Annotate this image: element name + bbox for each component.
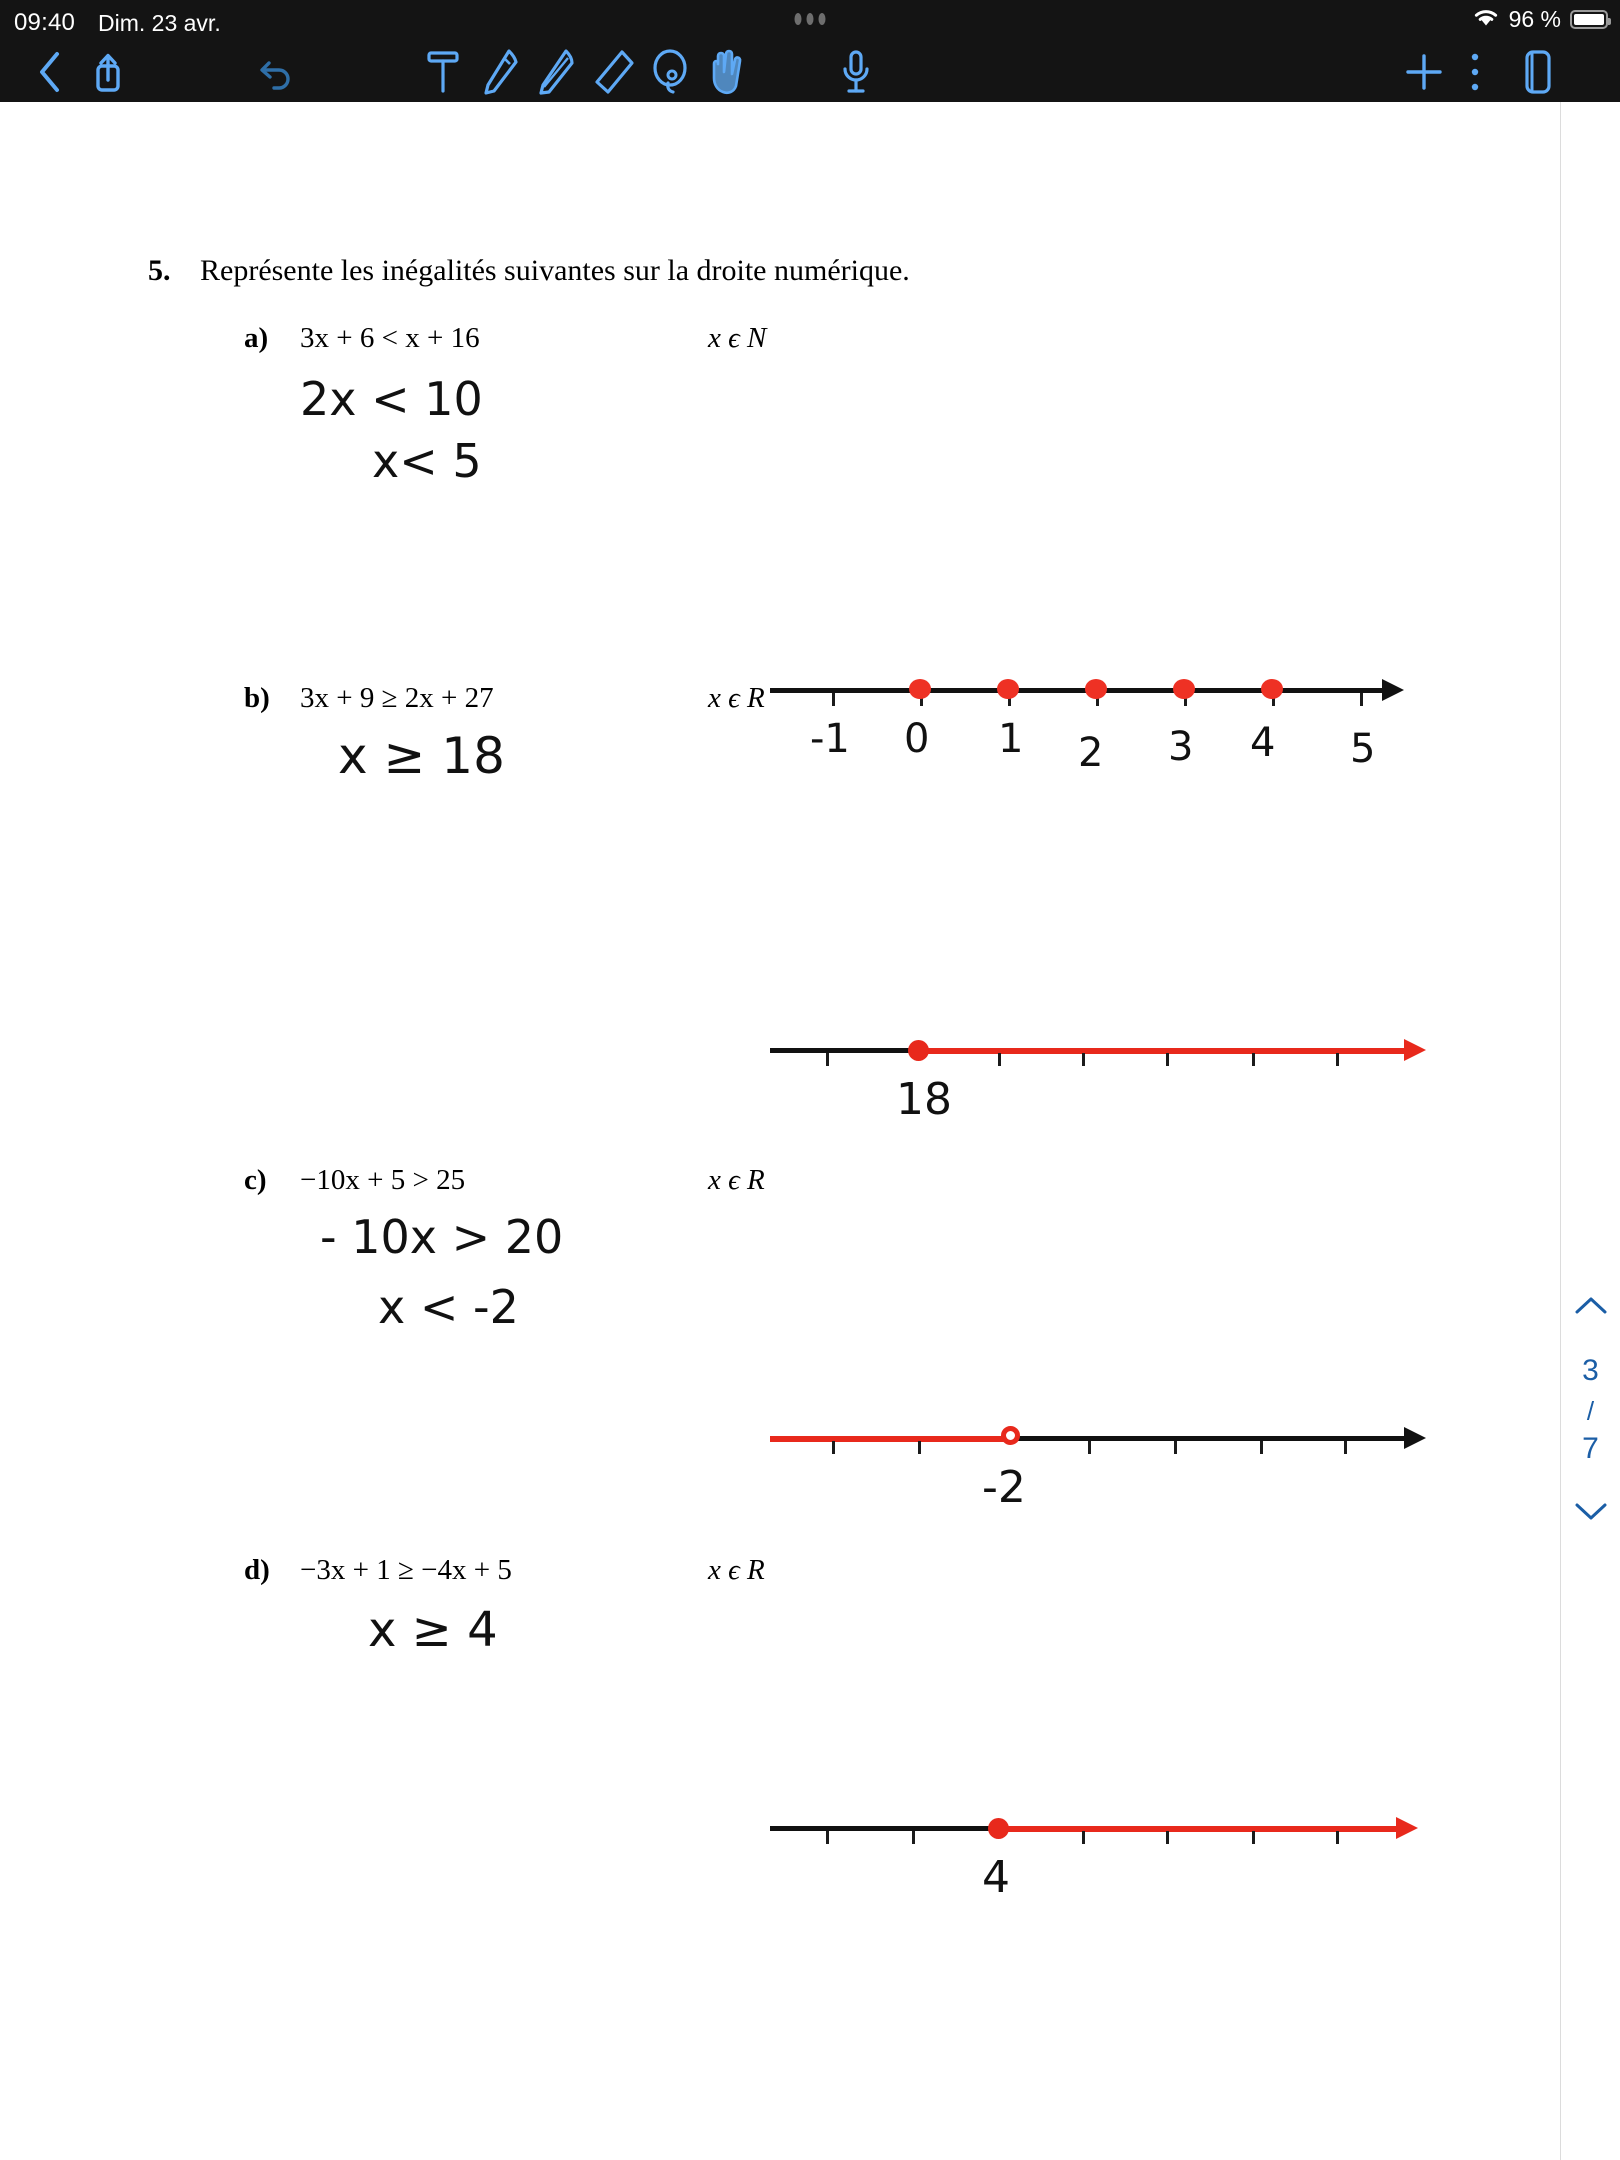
number-line-tick: [1252, 1831, 1255, 1844]
number-line-tick: [912, 1831, 915, 1844]
number-line-endpoint-filled: [988, 1818, 1009, 1839]
add-button[interactable]: [1396, 42, 1452, 102]
number-line-tick: [1336, 1831, 1339, 1844]
number-line-tick: [1252, 1053, 1255, 1066]
number-line-b: [770, 1032, 1430, 1125]
handwriting-a-line2: x< 5: [372, 434, 482, 488]
number-line-point: [909, 679, 931, 699]
number-line-point: [997, 679, 1019, 699]
number-line-arrow-icon: [1404, 1427, 1426, 1449]
number-line-label: 0: [904, 716, 930, 762]
wifi-icon: [1472, 7, 1500, 33]
undo-button[interactable]: [248, 42, 304, 102]
item-domain-c: x ϵ R: [708, 1164, 765, 1196]
chevron-down-icon[interactable]: [1574, 1500, 1608, 1527]
number-line-label: 1: [998, 716, 1024, 762]
number-line-arrow-icon: [1404, 1039, 1426, 1061]
number-line-tick: [1082, 1053, 1085, 1066]
item-equation-c: −10x + 5 > 25: [300, 1164, 466, 1196]
number-line-label: -1: [810, 716, 850, 762]
status-right-cluster: [1472, 6, 1608, 33]
number-line-tick: [1360, 693, 1363, 706]
number-line-point: [1173, 679, 1195, 699]
item-domain-d: x ϵ R: [708, 1554, 765, 1586]
status-bar: [0, 0, 1620, 42]
handwriting-d-line1: x ≥ 4: [368, 1602, 498, 1658]
item-equation-d: −3x + 1 ≥ −4x + 5: [300, 1554, 512, 1586]
number-line-tick: [832, 1441, 835, 1454]
battery-icon: [1570, 10, 1608, 29]
number-line-endpoint-open: [1001, 1426, 1020, 1445]
number-line-tick: [1260, 1441, 1263, 1454]
number-line-solution-ray: [770, 1436, 1008, 1442]
number-line-tick: [1336, 1053, 1339, 1066]
handwriting-c-line2: x < -2: [378, 1280, 519, 1334]
handwriting-b-line1: x ≥ 18: [338, 727, 505, 785]
number-line-point: [1085, 679, 1107, 699]
lasso-button[interactable]: [644, 42, 696, 102]
three-dots-icon[interactable]: [795, 13, 826, 25]
chevron-up-icon[interactable]: [1574, 1294, 1608, 1321]
item-equation-a: 3x + 6 < x + 16: [300, 322, 480, 354]
number-line-label: 5: [1350, 726, 1376, 772]
microphone-button[interactable]: [828, 42, 884, 102]
number-line-tick: [1174, 1441, 1177, 1454]
item-letter-c: c): [244, 1164, 267, 1196]
number-line-tick: [1166, 1831, 1169, 1844]
number-line-label: 3: [1168, 724, 1194, 770]
number-line-endpoint-label: 18: [896, 1074, 952, 1125]
number-line-axis: [770, 688, 1388, 693]
item-letter-d: d): [244, 1554, 270, 1586]
worksheet-page: [0, 102, 1620, 2160]
number-line-tick: [918, 1441, 921, 1454]
number-line-tick: [832, 693, 835, 706]
number-line-arrow-icon: [1382, 679, 1404, 701]
total-page-number: 7: [1582, 1432, 1599, 1465]
editor-toolbar: [0, 42, 1620, 102]
status-date: Dim. 23 avr.: [98, 10, 221, 36]
question-number: 5.: [148, 254, 171, 287]
back-button[interactable]: [22, 42, 78, 102]
status-time: 09:40: [14, 9, 76, 36]
highlighter-button[interactable]: [530, 42, 582, 102]
number-line-endpoint-label: 4: [982, 1852, 1010, 1903]
number-line-label: 4: [1250, 720, 1276, 766]
number-line-tick: [998, 1053, 1001, 1066]
battery-percent: 96 %: [1508, 6, 1561, 32]
item-domain-a: x ϵ N: [708, 322, 767, 354]
number-line-axis: [770, 1048, 920, 1053]
hand-tool-button[interactable]: [700, 42, 752, 102]
handwriting-a-line1: 2x < 10: [300, 372, 483, 426]
number-line-tick: [1166, 1053, 1169, 1066]
number-line-point: [1261, 679, 1283, 699]
item-letter-a: a): [244, 322, 269, 354]
pen-tool-button[interactable]: [474, 42, 526, 102]
number-line-c: [770, 1420, 1430, 1513]
number-line-d: [770, 1810, 1430, 1903]
number-line-endpoint-filled: [908, 1040, 929, 1061]
number-line-tick: [1088, 1441, 1091, 1454]
item-letter-b: b): [244, 682, 270, 714]
text-tool-button[interactable]: [418, 42, 468, 102]
share-button[interactable]: [80, 42, 136, 102]
number-line-tick: [1344, 1441, 1347, 1454]
number-line-a: [770, 672, 1410, 776]
page-separator: /: [1586, 1396, 1595, 1426]
handwriting-c-line1: - 10x > 20: [320, 1210, 564, 1264]
number-line-endpoint-label: -2: [982, 1462, 1026, 1513]
number-line-tick: [826, 1053, 829, 1066]
number-line-label: 2: [1078, 730, 1104, 776]
page-title: Représente les inégalités suivantes sur la droite numérique.: [200, 254, 910, 287]
number-line-tick: [1082, 1831, 1085, 1844]
item-domain-b: x ϵ R: [708, 682, 765, 714]
number-line-solution-ray: [992, 1826, 1410, 1832]
number-line-arrow-icon: [1396, 1817, 1418, 1839]
number-line-axis: [1006, 1436, 1410, 1441]
number-line-tick: [826, 1831, 829, 1844]
pages-button[interactable]: [1510, 42, 1566, 102]
number-line-axis: [770, 1826, 998, 1831]
more-button[interactable]: [1452, 42, 1498, 102]
current-page-number: 3: [1582, 1354, 1599, 1387]
eraser-button[interactable]: [588, 42, 640, 102]
item-equation-b: 3x + 9 ≥ 2x + 27: [300, 682, 494, 714]
page-navigation-rail: [1560, 102, 1620, 2160]
